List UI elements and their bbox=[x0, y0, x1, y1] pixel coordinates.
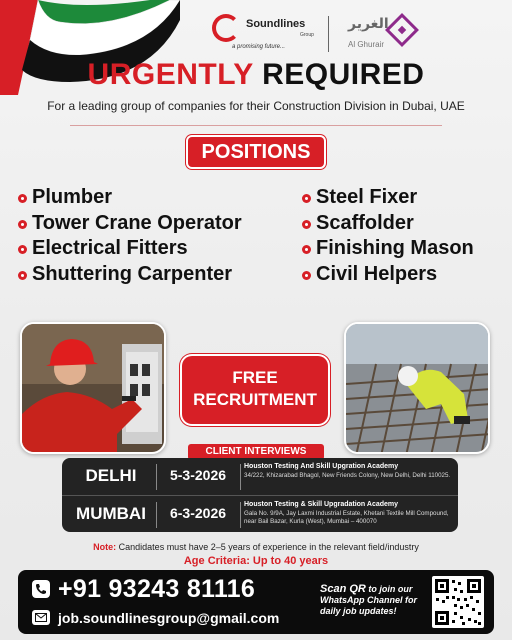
email-link[interactable]: job.soundlinesgroup@gmail.com bbox=[58, 610, 280, 626]
position-item: Plumber bbox=[18, 186, 242, 212]
whatsapp-qr-code[interactable] bbox=[432, 576, 484, 628]
scan-qr-description: to join our WhatsApp Channel for daily job updates! bbox=[320, 584, 417, 616]
interview-schedule bbox=[62, 458, 458, 532]
position-item: Tower Crane Operator bbox=[18, 212, 242, 238]
headline bbox=[0, 58, 512, 92]
steel-fixer-photo bbox=[344, 322, 490, 454]
soundlines-logo-icon bbox=[212, 14, 240, 42]
phone-number-link[interactable]: +91 93243 81116 bbox=[58, 575, 256, 603]
bullet-icon bbox=[18, 245, 27, 254]
alghurair-arabic-text: الغرير bbox=[348, 16, 389, 32]
client-interviews-badge: CLIENT INTERVIEWS bbox=[188, 444, 324, 460]
free-text: FREE bbox=[232, 368, 278, 387]
soundlines-group-text: Group bbox=[300, 32, 314, 38]
column-divider bbox=[156, 502, 157, 528]
electrician-photo bbox=[20, 322, 166, 454]
headline-urgently: URGENTLY bbox=[87, 58, 254, 91]
contact-footer bbox=[18, 570, 494, 634]
alghurair-english-text: Al Ghurair bbox=[348, 40, 385, 49]
free-recruitment-badge bbox=[182, 356, 328, 424]
bullet-icon bbox=[302, 194, 311, 203]
position-item: Electrical Fitters bbox=[18, 237, 242, 263]
logo-divider bbox=[328, 16, 329, 52]
positions-list-left bbox=[18, 186, 242, 288]
interview-row-delhi bbox=[62, 458, 458, 495]
venue-name: Houston Testing And Skill Upgration Academy bbox=[244, 463, 399, 470]
soundlines-tagline: a promising future... bbox=[232, 44, 286, 50]
city: DELHI bbox=[85, 466, 137, 485]
scan-qr-text bbox=[320, 584, 432, 617]
position-item: Finishing Mason bbox=[302, 237, 474, 263]
column-divider bbox=[240, 464, 241, 490]
partner-logos bbox=[212, 12, 422, 58]
note-label: Note: bbox=[93, 542, 117, 552]
position-item: Civil Helpers bbox=[302, 263, 474, 289]
email-icon bbox=[32, 610, 50, 625]
position-item: Shuttering Carpenter bbox=[18, 263, 242, 289]
phone-icon bbox=[32, 580, 50, 598]
position-item: Scaffolder bbox=[302, 212, 474, 238]
experience-note bbox=[0, 542, 512, 552]
interview-date: 5-3-2026 bbox=[169, 467, 227, 483]
bullet-icon bbox=[302, 271, 311, 280]
recruitment-text: RECRUITMENT bbox=[193, 390, 317, 409]
alghurair-logo-icon bbox=[385, 13, 419, 47]
venue-address: Gala No. 9/9A, Jay Laxmi Industrial Estate, Khetani Textile Mill Compound, near Bail Bazar, Kurla (West), Mumbai – 400070 bbox=[244, 510, 449, 525]
divider-line bbox=[70, 125, 442, 126]
headline-required: REQUIRED bbox=[262, 58, 425, 91]
position-item: Steel Fixer bbox=[302, 186, 474, 212]
column-divider bbox=[240, 502, 241, 528]
venue-name: Houston Testing & Skill Upgradation Academy bbox=[244, 501, 399, 508]
interview-row-mumbai bbox=[62, 495, 458, 532]
bullet-icon bbox=[302, 220, 311, 229]
positions-list-right bbox=[302, 186, 474, 288]
positions-badge: POSITIONS bbox=[188, 137, 324, 167]
soundlines-logo-text: Soundlines bbox=[246, 18, 306, 30]
city: MUMBAI bbox=[76, 504, 146, 523]
subtitle: For a leading group of companies for their Construction Division in Dubai, UAE bbox=[47, 99, 465, 113]
bullet-icon bbox=[18, 220, 27, 229]
bullet-icon bbox=[302, 245, 311, 254]
scan-qr-label: Scan QR bbox=[320, 583, 366, 595]
note-text: Candidates must have 2–5 years of experience in the relevant field/industry bbox=[118, 542, 419, 552]
column-divider bbox=[156, 464, 157, 490]
bullet-icon bbox=[18, 271, 27, 280]
venue-address: 34/222, Khizarabad Bhagol, New Friends Colony, New Delhi, Delhi 110025. bbox=[244, 472, 451, 479]
age-criteria: Age Criteria: Up to 40 years bbox=[183, 555, 329, 567]
interview-date: 6-3-2026 bbox=[169, 505, 227, 521]
bullet-icon bbox=[18, 194, 27, 203]
